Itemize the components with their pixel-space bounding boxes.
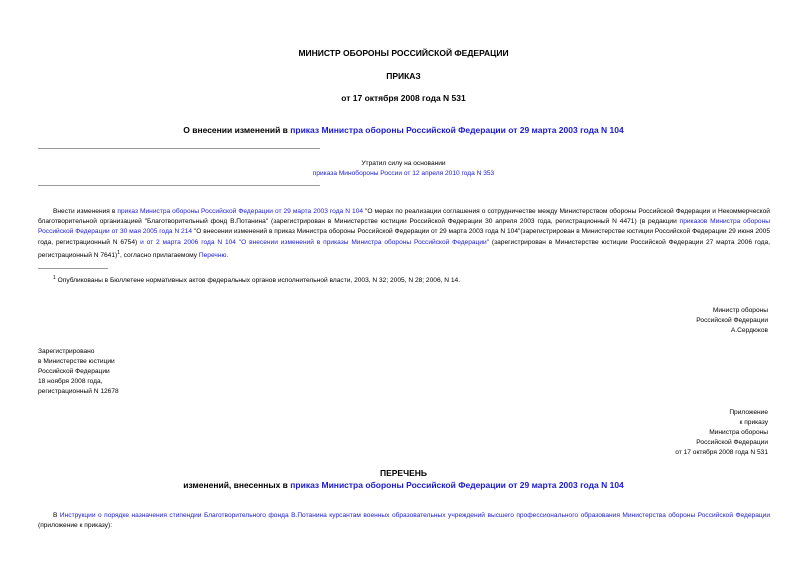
status-text: Утратил силу на основании [361, 160, 446, 167]
status-divider-bottom [38, 185, 320, 186]
doc-title-prefix: О внесении изменений в [183, 125, 291, 135]
main-paragraph [38, 207, 770, 261]
footnote-ref: 1 [117, 249, 120, 256]
registration-block [38, 347, 258, 397]
list-subtitle [0, 480, 807, 490]
doc-type-heading: ПРИКАЗ [386, 71, 421, 81]
signature-line-country: Российской Федерации [696, 317, 768, 324]
ministry-heading: МИНИСТР ОБОРОНЫ РОССИЙСКОЙ ФЕДЕРАЦИИ [298, 48, 509, 58]
signature-block [560, 306, 768, 336]
appendix-line-4: Российской Федерации [696, 439, 768, 446]
p1-text-e: , согласно прилагаемому [119, 252, 199, 259]
status-link-line [0, 169, 807, 179]
footnote-text: Опубликованы в Бюллетене нормативных актов федеральных органов исполнительной власти, 2003, N 32; 2005, N 28; 2006, N 14. [57, 277, 461, 285]
doc-date-number: от 17 октября 2008 года N 531 [341, 93, 466, 103]
registration-line-1: Зарегистрировано [38, 348, 95, 355]
appendix-line-5: от 17 октября 2008 года N 531 [675, 449, 768, 456]
appendix-line-2: к приказу [739, 419, 768, 426]
registration-line-3: Российской Федерации [38, 368, 110, 375]
registration-line-4: 18 ноября 2008 года, [38, 378, 103, 385]
list-subtitle-link[interactable]: приказ Министра обороны Российской Федерации от 29 марта 2003 года N 104 [290, 480, 624, 490]
list-item-link[interactable]: Инструкции о порядке назначения стипендии Благотворительного фонда В.Потанина курсантам военных образовательных учреждений высшего профессионального образования Министерства обороны Российской Федерации [59, 512, 771, 519]
signature-line-title: Министр обороны [712, 307, 768, 314]
list-heading: ПЕРЕЧЕНЬ [379, 468, 427, 478]
signature-line-name: А.Сердюков [730, 327, 768, 334]
registration-line-5: регистрационный N 12678 [38, 388, 119, 395]
p1-text-d: (зарегистрирован в Министерстве юстиции Российской Федерации 27 марта 2006 года, регистрационный N 7641) [38, 238, 770, 259]
list-item-text-b: (приложение к приказу): [38, 522, 113, 530]
list-item-text-a: В [53, 512, 60, 519]
appendix-line-3: Министра обороны [709, 429, 768, 436]
status-divider-top [38, 148, 320, 149]
doc-title [0, 125, 807, 135]
appendix-line-1: Приложение [729, 409, 768, 416]
status-link[interactable]: приказа Минобороны России от 12 апреля 2010 года N 353 [312, 170, 495, 177]
appendix-block [560, 408, 768, 458]
list-item [38, 511, 770, 531]
p1-text-f: . [226, 252, 229, 259]
p1-link-order-2006[interactable]: и от 2 марта 2006 года N 104 "О внесении изменений в приказы Министра обороны Российской Федерации" [140, 238, 490, 246]
p1-link-list[interactable]: Перечню [198, 252, 227, 259]
list-subtitle-prefix: изменений, внесенных в [183, 480, 291, 490]
registration-line-2: в Министерстве юстиции [38, 358, 115, 365]
p1-link-order-104[interactable]: приказ Министра обороны Российской Федерации от 29 марта 2003 года N 104 [117, 208, 364, 215]
doc-title-link[interactable]: приказ Министра обороны Российской Федерации от 29 марта 2003 года N 104 [290, 125, 624, 135]
p1-text-b: "О мерах по реализации соглашения о сотрудничестве между Министерством обороны Российской Федерации и Некоммерческой благотворительной организацией "Благотворительный фонд В.Потанина" (зарегистрирован в Министерстве юстиции Российской Федерации 30 апреля 2003 года, регистрационный N 4471) (в редакции [38, 208, 770, 226]
p1-text-c: "О внесении изменений в приказ Министра обороны Российской Федерации от 29 марта 2003 года N 104"(зарегистрирован в Министерстве юстиции Российской Федерации 29 июня 2005 года, регистрационный N 6754) [38, 228, 770, 246]
p1-link-order-214[interactable]: приказов Министра обороны Российской Федерации от 30 мая 2005 года N 214 [38, 218, 770, 236]
footnote-marker: 1 [53, 275, 56, 281]
footnote-divider [38, 268, 108, 269]
footnote [53, 273, 773, 286]
p1-text-a: Внести изменения в [53, 208, 118, 215]
